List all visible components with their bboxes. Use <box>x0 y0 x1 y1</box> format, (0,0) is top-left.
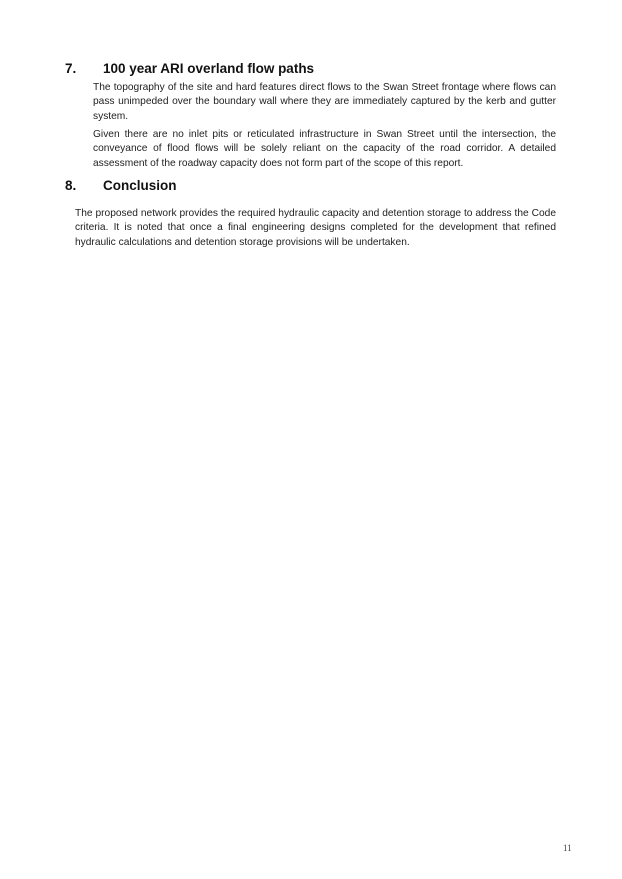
section-number: 7. <box>65 61 77 76</box>
section-7-heading <box>65 61 485 77</box>
section-7-paragraph-1: The topography of the site and hard features direct flows to the Swan Street frontage where flows can pass unimpeded over the boundary wall where they are immediately captured by the kerb and gutter system. <box>93 82 556 122</box>
section-title: Conclusion <box>103 178 177 193</box>
section-7-paragraph-2: Given there are no inlet pits or reticulated infrastructure in Swan Street until the intersection, the conveyance of flood flows will be solely reliant on the capacity of the road corridor. A detailed assessment of the roadway capacity does not form part of the scope of this report. <box>93 129 556 169</box>
section-number: 8. <box>65 178 77 193</box>
section-8-paragraph-1: The proposed network provides the required hydraulic capacity and detention storage to address the Code criteria. It is noted that once a final engineering designs completed for the development that refined hydraulic calculations and detention storage provisions will be undertaken. <box>75 208 556 248</box>
section-title: 100 year ARI overland flow paths <box>103 61 315 76</box>
page-number: 11 <box>563 843 572 853</box>
section-8-heading <box>65 178 485 194</box>
